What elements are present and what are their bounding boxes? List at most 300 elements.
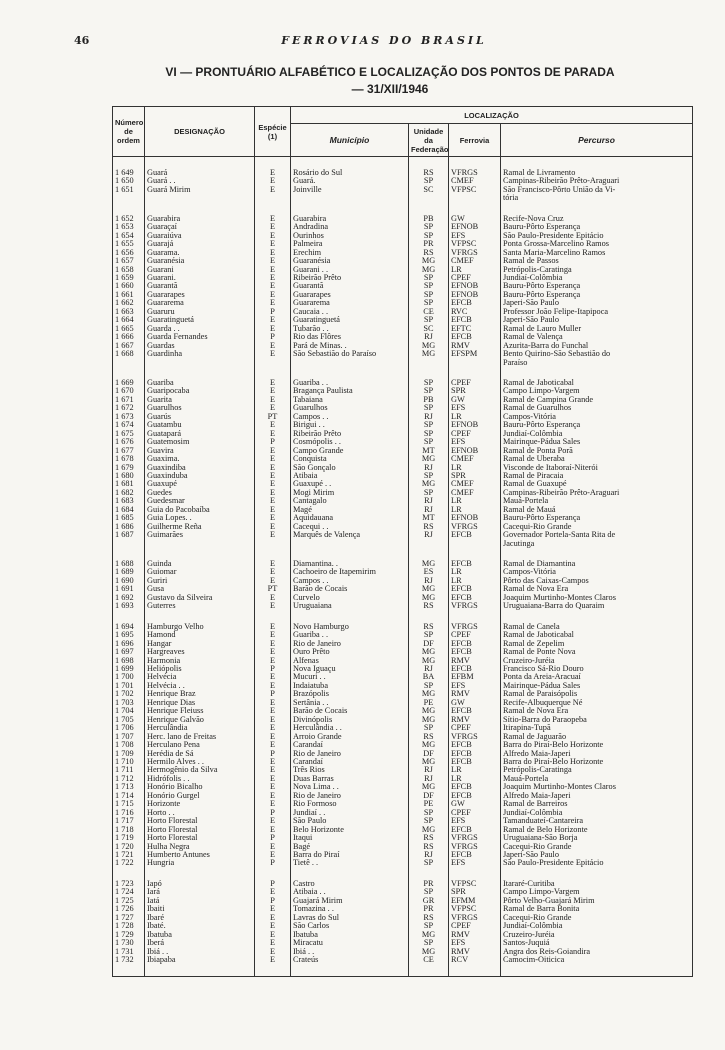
route-cell: Jundiaí-Colômbia <box>501 274 693 282</box>
route-cell: Ramal de Nova Era <box>501 707 693 715</box>
order-number-cell: 1 664 <box>113 316 145 324</box>
table-row <box>113 560 693 568</box>
page-header <box>74 34 694 48</box>
table-row <box>113 379 693 387</box>
designation-cell: Henrique Fleiuss <box>145 707 255 715</box>
designation-cell: Guararapes <box>145 291 255 299</box>
species-cell <box>255 540 291 548</box>
state-cell: SP <box>409 232 449 240</box>
order-number-cell: 1 702 <box>113 690 145 698</box>
table-row <box>113 396 693 404</box>
group-spacer <box>113 868 693 880</box>
route-cell: Ramal de Guaxupé <box>501 480 693 488</box>
order-number-cell: 1 663 <box>113 308 145 316</box>
route-cell: Ramal de Mauá <box>501 506 693 514</box>
state-cell: MG <box>409 931 449 939</box>
table-row <box>113 223 693 231</box>
municipality-cell: Ourinhos <box>291 232 409 240</box>
route-cell: Petrópolis-Caratinga <box>501 266 693 274</box>
route-cell: Itararé-Curitiba <box>501 880 693 888</box>
species-cell: PT <box>255 585 291 593</box>
state-cell: MT <box>409 514 449 522</box>
state-cell: SP <box>409 291 449 299</box>
railway-cell: EFCB <box>449 531 501 539</box>
species-cell: E <box>255 316 291 324</box>
designation-cell: Guaraiúva <box>145 232 255 240</box>
municipality-cell: Marquês de Valença <box>291 531 409 539</box>
route-cell: Ramal de Campina Grande <box>501 396 693 404</box>
table-row <box>113 741 693 749</box>
state-cell: MG <box>409 783 449 791</box>
state-cell: MG <box>409 480 449 488</box>
municipality-cell <box>291 359 409 367</box>
order-number-cell: 1 722 <box>113 859 145 867</box>
railway-cell: LR <box>449 497 501 505</box>
designation-cell: Helvécia . . <box>145 682 255 690</box>
municipality-cell: Joinville <box>291 186 409 194</box>
designation-cell: Guardas <box>145 342 255 350</box>
municipality-cell: Ibiá . . <box>291 948 409 956</box>
order-number-cell: 1 717 <box>113 817 145 825</box>
table-row <box>113 888 693 896</box>
order-number-cell: 1 669 <box>113 379 145 387</box>
order-number-cell: 1 668 <box>113 350 145 358</box>
municipality-cell: Guaratinguetá <box>291 316 409 324</box>
order-number-cell: 1 681 <box>113 480 145 488</box>
species-cell: E <box>255 379 291 387</box>
species-cell: E <box>255 455 291 463</box>
designation-cell: Guarda Fernandes <box>145 333 255 341</box>
table-row <box>113 350 693 358</box>
route-cell: Ramal de Uberaba <box>501 455 693 463</box>
route-cell: Recife-Nova Cruz <box>501 215 693 223</box>
state-cell: RJ <box>409 665 449 673</box>
designation-cell: Guarantã <box>145 282 255 290</box>
order-number-cell: 1 657 <box>113 257 145 265</box>
railway-cell: VFPSC <box>449 186 501 194</box>
state-cell: SP <box>409 817 449 825</box>
railway-cell: EFCB <box>449 299 501 307</box>
table-row <box>113 826 693 834</box>
route-cell: Recife-Albuquerque Né <box>501 699 693 707</box>
state-cell: MG <box>409 648 449 656</box>
order-number-cell: 1 721 <box>113 851 145 859</box>
order-number-cell: 1 695 <box>113 631 145 639</box>
table-row <box>113 897 693 905</box>
species-cell: E <box>255 673 291 681</box>
route-cell: Mairinque-Pádua Sales <box>501 438 693 446</box>
state-cell: RJ <box>409 497 449 505</box>
order-number-cell: 1 660 <box>113 282 145 290</box>
railway-cell: CMEF <box>449 480 501 488</box>
route-cell: Ramal de Piracaia <box>501 472 693 480</box>
state-cell: MG <box>409 690 449 698</box>
table-row <box>113 707 693 715</box>
railway-cell: RCV <box>449 956 501 964</box>
railway-cell: EFCB <box>449 707 501 715</box>
order-number-cell: 1 726 <box>113 905 145 913</box>
railway-cell: EFTC <box>449 325 501 333</box>
municipality-cell: Sertânia . . <box>291 699 409 707</box>
species-cell: E <box>255 792 291 800</box>
order-number-cell: 1 716 <box>113 809 145 817</box>
table-row <box>113 682 693 690</box>
designation-cell: Guinda <box>145 560 255 568</box>
species-cell: E <box>255 421 291 429</box>
municipality-cell: Conquista <box>291 455 409 463</box>
state-cell: RJ <box>409 531 449 539</box>
table-row <box>113 623 693 631</box>
order-number-cell: 1 728 <box>113 922 145 930</box>
table-row <box>113 282 693 290</box>
order-number-cell: 1 687 <box>113 531 145 539</box>
railway-cell: EFNOB <box>449 421 501 429</box>
designation-cell: Gusa <box>145 585 255 593</box>
order-number-cell: 1 719 <box>113 834 145 842</box>
species-cell: E <box>255 274 291 282</box>
designation-cell: Guará <box>145 169 255 177</box>
table-row <box>113 775 693 783</box>
railway-cell: GW <box>449 800 501 808</box>
state-cell: SP <box>409 859 449 867</box>
designation-cell <box>145 359 255 367</box>
species-cell: E <box>255 931 291 939</box>
table-row <box>113 266 693 274</box>
route-cell: Camocim-Oiticica <box>501 956 693 964</box>
table-row <box>113 665 693 673</box>
table-row <box>113 404 693 412</box>
species-cell: E <box>255 232 291 240</box>
designation-cell: Guaripocaba <box>145 387 255 395</box>
municipality-cell: Rio de Janeiro <box>291 640 409 648</box>
route-cell: Mairinque-Pádua Sales <box>501 682 693 690</box>
route-cell: Alfredo Maia-Japeri <box>501 792 693 800</box>
table-row <box>113 523 693 531</box>
table-row <box>113 594 693 602</box>
designation-cell: Guará Mirim <box>145 186 255 194</box>
species-cell: E <box>255 817 291 825</box>
municipality-cell: Três Rios <box>291 766 409 774</box>
state-cell: RS <box>409 843 449 851</box>
species-cell: E <box>255 325 291 333</box>
order-number-cell: 1 651 <box>113 186 145 194</box>
table-row <box>113 186 693 194</box>
railway-cell: EFCB <box>449 783 501 791</box>
state-cell: DF <box>409 792 449 800</box>
railway-cell: RMV <box>449 657 501 665</box>
group-spacer <box>113 611 693 623</box>
order-number-cell: 1 690 <box>113 577 145 585</box>
railway-cell: EFNOB <box>449 223 501 231</box>
route-cell: Ramal de Guarulhos <box>501 404 693 412</box>
railway-cell: CMEF <box>449 489 501 497</box>
municipality-cell: Guarulhos <box>291 404 409 412</box>
state-cell: SP <box>409 223 449 231</box>
table-row <box>113 905 693 913</box>
state-cell: PE <box>409 699 449 707</box>
municipality-cell: Indaiatuba <box>291 682 409 690</box>
group-spacer <box>113 367 693 379</box>
route-cell: Ramal de Canela <box>501 623 693 631</box>
order-number-cell: 1 696 <box>113 640 145 648</box>
designation-cell: Guarama. <box>145 249 255 257</box>
railway-cell: EFCB <box>449 665 501 673</box>
designation-cell: Guatambu <box>145 421 255 429</box>
municipality-cell: Tomazina . . <box>291 905 409 913</box>
route-cell: São Francisco-Pôrto União da Vi- <box>501 186 693 194</box>
order-number-cell: 1 714 <box>113 792 145 800</box>
designation-cell: Guriri <box>145 577 255 585</box>
species-cell: E <box>255 577 291 585</box>
order-number-cell: 1 725 <box>113 897 145 905</box>
municipality-cell: Alfenas <box>291 657 409 665</box>
group-spacer <box>113 548 693 560</box>
railway-cell: RMV <box>449 948 501 956</box>
designation-cell: Horto . . <box>145 809 255 817</box>
order-number-cell: 1 680 <box>113 472 145 480</box>
species-cell: E <box>255 531 291 539</box>
municipality-cell: Ibatuba <box>291 931 409 939</box>
municipality-cell: Divinópolis <box>291 716 409 724</box>
state-cell: DF <box>409 640 449 648</box>
route-cell: Jundiaí-Colômbia <box>501 809 693 817</box>
state-cell: RJ <box>409 775 449 783</box>
species-cell: E <box>255 826 291 834</box>
section-title-line1: VI — PRONTUÁRIO ALFABÉTICO E LOCALIZAÇÃO DOS PONTOS DE PARADA <box>165 65 615 79</box>
route-cell: Mauá-Portela <box>501 497 693 505</box>
state-cell: RS <box>409 914 449 922</box>
species-cell: PT <box>255 413 291 421</box>
order-number-cell: 1 671 <box>113 396 145 404</box>
railway-cell: EFBM <box>449 673 501 681</box>
route-cell: Campo Limpo-Vargem <box>501 387 693 395</box>
route-cell: Tamanduateí-Cantareira <box>501 817 693 825</box>
species-cell: E <box>255 404 291 412</box>
railway-cell: EFCB <box>449 758 501 766</box>
species-cell: P <box>255 897 291 905</box>
route-cell: Ramal de Diamantina <box>501 560 693 568</box>
state-cell: PE <box>409 800 449 808</box>
railway-cell: VFRGS <box>449 834 501 842</box>
order-number-cell <box>113 194 145 202</box>
table-row <box>113 568 693 576</box>
order-number-cell: 1 667 <box>113 342 145 350</box>
state-cell: SP <box>409 379 449 387</box>
species-cell: E <box>255 888 291 896</box>
species-cell: E <box>255 766 291 774</box>
species-cell: P <box>255 880 291 888</box>
table-row <box>113 914 693 922</box>
municipality-cell: Guararapes <box>291 291 409 299</box>
municipality-cell: Miracatu <box>291 939 409 947</box>
table-row <box>113 257 693 265</box>
table-row <box>113 631 693 639</box>
species-cell: E <box>255 299 291 307</box>
railway-cell: CPEF <box>449 724 501 732</box>
species-cell: E <box>255 741 291 749</box>
designation-cell: Humberto Antunes <box>145 851 255 859</box>
route-cell: Campinas-Ribeirão Prêto-Araguari <box>501 489 693 497</box>
state-cell: GR <box>409 897 449 905</box>
municipality-cell: Guarantã <box>291 282 409 290</box>
designation-cell: Guaranésia <box>145 257 255 265</box>
table-row <box>113 333 693 341</box>
table-row <box>113 809 693 817</box>
municipality-cell: Arroio Grande <box>291 733 409 741</box>
designation-cell: Guarulhos <box>145 404 255 412</box>
route-cell: Joaquim Murtinho-Montes Claros <box>501 783 693 791</box>
designation-cell: Herculano Pena <box>145 741 255 749</box>
railway-cell: VFPSC <box>449 240 501 248</box>
route-cell: Ramal de Paraisópolis <box>501 690 693 698</box>
order-number-cell: 1 674 <box>113 421 145 429</box>
designation-cell: Herc. lano de Freitas <box>145 733 255 741</box>
order-number-cell: 1 683 <box>113 497 145 505</box>
state-cell: RJ <box>409 506 449 514</box>
route-cell: Japeri-São Paulo <box>501 299 693 307</box>
table-row <box>113 194 693 202</box>
municipality-cell: Diamantina. . <box>291 560 409 568</box>
state-cell: SP <box>409 438 449 446</box>
species-cell: E <box>255 682 291 690</box>
railway-cell: EFCB <box>449 560 501 568</box>
designation-cell: Ibaté. <box>145 922 255 930</box>
order-number-cell: 1 682 <box>113 489 145 497</box>
municipality-cell: Ouro Prêto <box>291 648 409 656</box>
state-cell: MG <box>409 560 449 568</box>
order-number-cell: 1 675 <box>113 430 145 438</box>
railway-cell: VFRGS <box>449 623 501 631</box>
route-cell: Visconde de Itaboraí-Niterói <box>501 464 693 472</box>
species-cell: E <box>255 430 291 438</box>
state-cell: RS <box>409 249 449 257</box>
state-cell: CE <box>409 308 449 316</box>
state-cell: SP <box>409 430 449 438</box>
municipality-cell: Guariba . . <box>291 379 409 387</box>
designation-cell: Guedes <box>145 489 255 497</box>
designation-cell: Guaxupé <box>145 480 255 488</box>
route-cell: Cacequi-Rio Grande <box>501 523 693 531</box>
species-cell: E <box>255 291 291 299</box>
municipality-cell: Duas Barras <box>291 775 409 783</box>
designation-cell: Guaratinguetá <box>145 316 255 324</box>
route-cell: Pôrto das Caixas-Campos <box>501 577 693 585</box>
table-row <box>113 800 693 808</box>
railway-cell: VFRGS <box>449 914 501 922</box>
species-cell: P <box>255 665 291 673</box>
route-cell: Bauru-Pôrto Esperança <box>501 421 693 429</box>
railway-cell: EFNOB <box>449 447 501 455</box>
table-row <box>113 540 693 548</box>
state-cell: MG <box>409 758 449 766</box>
header-numero: Número de ordem <box>113 107 145 157</box>
order-number-cell: 1 697 <box>113 648 145 656</box>
order-number-cell: 1 677 <box>113 447 145 455</box>
table-row <box>113 577 693 585</box>
order-number-cell: 1 679 <box>113 464 145 472</box>
table-row <box>113 514 693 522</box>
designation-cell: Horto Florestal <box>145 817 255 825</box>
railway-cell: EFNOB <box>449 282 501 290</box>
designation-cell: Iatá <box>145 897 255 905</box>
designation-cell: Hermilo Alves . . <box>145 758 255 766</box>
species-cell: E <box>255 948 291 956</box>
railway-cell: RMV <box>449 931 501 939</box>
municipality-cell: Carandaí <box>291 758 409 766</box>
table-row <box>113 859 693 867</box>
species-cell: E <box>255 724 291 732</box>
state-cell: MG <box>409 594 449 602</box>
designation-cell: Guaxinduba <box>145 472 255 480</box>
railway-cell: EFCB <box>449 750 501 758</box>
state-cell: RS <box>409 834 449 842</box>
route-cell: Barra do Piraí-Belo Horizonte <box>501 741 693 749</box>
designation-cell: Guariba <box>145 379 255 387</box>
state-cell: PR <box>409 240 449 248</box>
route-cell: Uruguaiana-Barra do Quaraim <box>501 602 693 610</box>
municipality-cell: Tietê . . <box>291 859 409 867</box>
species-cell: E <box>255 177 291 185</box>
header-especie: Espécie (1) <box>255 107 291 157</box>
railway-cell: GW <box>449 215 501 223</box>
state-cell: MG <box>409 707 449 715</box>
railway-cell: EFS <box>449 682 501 690</box>
railway-cell: LR <box>449 568 501 576</box>
designation-cell: Ibiá . . <box>145 948 255 956</box>
species-cell: E <box>255 387 291 395</box>
railway-cell: EFCB <box>449 640 501 648</box>
designation-cell: Guarda . . <box>145 325 255 333</box>
railway-cell: EFMM <box>449 897 501 905</box>
table-row <box>113 169 693 177</box>
designation-cell: Guimarães <box>145 531 255 539</box>
designation-cell <box>145 540 255 548</box>
table-row <box>113 843 693 851</box>
species-cell: E <box>255 956 291 964</box>
route-cell: Campo Limpo-Vargem <box>501 888 693 896</box>
municipality-cell: Tubarão . . <box>291 325 409 333</box>
municipality-cell: Andradina <box>291 223 409 231</box>
order-number-cell: 1 658 <box>113 266 145 274</box>
municipality-cell: Herculândia . . <box>291 724 409 732</box>
municipality-cell: Nova Lima . . <box>291 783 409 791</box>
header-percurso: Percurso <box>578 134 615 145</box>
designation-cell: Horto Florestal <box>145 826 255 834</box>
species-cell: E <box>255 707 291 715</box>
state-cell: SP <box>409 472 449 480</box>
designation-cell: Guaruru <box>145 308 255 316</box>
table-row <box>113 690 693 698</box>
species-cell: P <box>255 308 291 316</box>
species-cell: E <box>255 396 291 404</box>
route-cell: Bauru-Pôrto Esperança <box>501 282 693 290</box>
route-cell: tória <box>501 194 693 202</box>
route-cell: Cruzeiro-Juréia <box>501 931 693 939</box>
header-localizacao: LOCALIZAÇÃO <box>291 107 693 124</box>
order-number-cell: 1 666 <box>113 333 145 341</box>
state-cell: RJ <box>409 333 449 341</box>
railway-cell: LR <box>449 775 501 783</box>
species-cell: E <box>255 514 291 522</box>
state-cell: SP <box>409 682 449 690</box>
designation-cell: Henrique Braz <box>145 690 255 698</box>
railway-cell: CPEF <box>449 379 501 387</box>
state-cell: RJ <box>409 851 449 859</box>
state-cell: MG <box>409 716 449 724</box>
state-cell: SP <box>409 387 449 395</box>
municipality-cell: Tabaiana <box>291 396 409 404</box>
route-cell: Jundiaí-Colômbia <box>501 922 693 930</box>
